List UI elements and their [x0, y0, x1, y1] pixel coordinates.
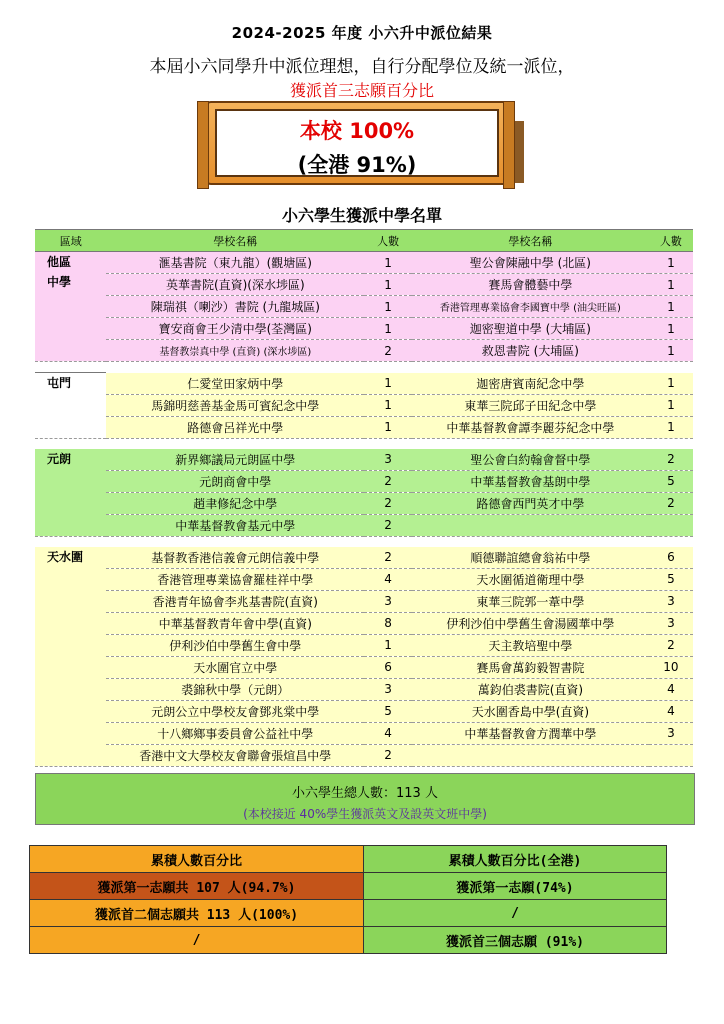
count-right: 1: [649, 394, 693, 416]
count-right: 3: [649, 590, 693, 612]
header-count-2: 人數: [649, 230, 693, 252]
table-row: [35, 416, 693, 438]
header-count-1: 人數: [364, 230, 412, 252]
header-school-1: 學校名稱: [106, 230, 364, 252]
table-header-row: [35, 230, 693, 252]
count-left: 1: [364, 274, 412, 296]
table-row: [35, 612, 693, 634]
highlight-text: 獲派首三志願百分比: [289, 81, 434, 100]
count-left: 4: [364, 722, 412, 744]
count-right: 1: [649, 373, 693, 395]
count-left: 2: [364, 744, 412, 766]
summary-school-top-two: 獲派首二個志願共 113 人(100%): [30, 900, 364, 927]
page-subtitle: 本屆小六同學升中派位理想，自行分配學位及統一派位，: [149, 57, 575, 77]
count-left: 3: [364, 449, 412, 471]
school-name-left: 香港管理專業協會羅桂祥中學: [106, 568, 364, 590]
count-right: 3: [649, 722, 693, 744]
count-left: 1: [364, 394, 412, 416]
table-row: [35, 514, 693, 536]
count-left: 2: [364, 470, 412, 492]
school-name-right: 救恩書院 (大埔區): [412, 340, 649, 362]
count-left: 1: [364, 318, 412, 340]
list-title: 小六學生獲派中學名單: [281, 206, 442, 225]
count-right: [649, 744, 693, 766]
table-row: [35, 296, 693, 318]
summary-table: [29, 845, 667, 954]
table-row: [35, 700, 693, 722]
school-name-right: 天主教培聖中學: [412, 634, 649, 656]
count-right: 1: [649, 274, 693, 296]
school-name-right: 東華三院郭一葦中學: [412, 590, 649, 612]
table-row: [35, 568, 693, 590]
school-name-right: 天水圍循道衛理中學: [412, 568, 649, 590]
count-right: 2: [649, 449, 693, 471]
count-right: 3: [649, 612, 693, 634]
count-left: 5: [364, 700, 412, 722]
school-name-right: 賽馬會萬鈞毅智書院: [412, 656, 649, 678]
allocation-table: [35, 229, 693, 767]
count-right: 1: [649, 296, 693, 318]
school-name-right: 中華基督教會譚李麗芬紀念中學: [412, 416, 649, 438]
table-row: [35, 722, 693, 744]
summary-row: [30, 927, 667, 954]
school-name-left: 新界鄉議局元朗區中學: [106, 449, 364, 471]
table-row: [35, 394, 693, 416]
district-cell: 天水圍: [35, 547, 106, 767]
school-percentage: 本校 100%: [299, 119, 415, 143]
school-name-right: 聖公會陳融中學 (北區): [412, 252, 649, 274]
district-cell: 屯門: [35, 373, 106, 439]
sign-board: [215, 109, 499, 177]
count-right: 4: [649, 700, 693, 722]
count-left: 2: [364, 492, 412, 514]
count-right: 1: [649, 340, 693, 362]
school-name-right: 萬鈞伯裘書院(直資): [412, 678, 649, 700]
summary-territory-top-three: 獲派首三個志願 (91%): [364, 927, 667, 954]
summary-row: [30, 873, 667, 900]
page-title: 2024-2025 年度 小六升中派位結果: [231, 24, 493, 42]
school-name-left: 仁愛堂田家炳中學: [106, 373, 364, 395]
school-name-right: 中華基督教會基朗中學: [412, 470, 649, 492]
table-row: [35, 656, 693, 678]
district-cell: 元朗: [35, 449, 106, 537]
school-name-left: 基督教香港信義會元朗信義中學: [106, 547, 364, 569]
count-right: [649, 514, 693, 536]
count-left: 1: [364, 373, 412, 395]
count-left: 1: [364, 252, 412, 274]
school-name-left: 香港中文大學校友會聯會張煊昌中學: [106, 744, 364, 766]
school-name-left: 路德會呂祥光中學: [106, 416, 364, 438]
count-left: 1: [364, 416, 412, 438]
count-left: 8: [364, 612, 412, 634]
sign-peg-left: [197, 101, 209, 189]
school-name-left: 滙基書院（東九龍）(觀塘區): [106, 252, 364, 274]
count-right: 1: [649, 318, 693, 340]
sign-peg-right: [503, 101, 515, 189]
territory-percentage: (全港 91%): [297, 153, 417, 177]
count-left: 6: [364, 656, 412, 678]
district-cell: 他區 中學: [35, 252, 106, 362]
school-name-right: 順德聯誼總會翁祐中學: [412, 547, 649, 569]
table-row: [35, 252, 693, 274]
count-left: 2: [364, 340, 412, 362]
school-name-left: 中華基督教青年會中學(直資): [106, 612, 364, 634]
table-row: [35, 634, 693, 656]
school-name-left: 寶安商會王少清中學(荃灣區): [106, 318, 364, 340]
table-row: [35, 590, 693, 612]
school-name-left: 中華基督教會基元中學: [106, 514, 364, 536]
header-school-2: 學校名稱: [412, 230, 649, 252]
count-right: 4: [649, 678, 693, 700]
count-left: 2: [364, 547, 412, 569]
school-name-left: 伊利沙伯中學舊生會中學: [106, 634, 364, 656]
school-name-right: [412, 514, 649, 536]
school-name-left: 裘錦秋中學（元朗）: [106, 678, 364, 700]
summary-school-first-choice: 獲派第一志願共 107 人(94.7%): [30, 873, 364, 900]
table-row: [35, 318, 693, 340]
table-row: [35, 678, 693, 700]
school-name-right: 路德會西門英才中學: [412, 492, 649, 514]
summary-territory-top-two: /: [364, 900, 667, 927]
count-right: 2: [649, 492, 693, 514]
table-row: [35, 744, 693, 766]
school-name-right: [412, 744, 649, 766]
school-name-right: 迦密唐賓南紀念中學: [412, 373, 649, 395]
school-name-right: 香港管理專業協會李國寶中學 (油尖旺區): [412, 296, 649, 318]
table-row: [35, 340, 693, 362]
group-spacer: [35, 536, 693, 547]
total-box: [35, 773, 695, 825]
summary-territory-first-choice: 獲派第一志願(74%): [364, 873, 667, 900]
school-name-left: 元朗公立中學校友會鄧兆棠中學: [106, 700, 364, 722]
school-name-left: 元朗商會中學: [106, 470, 364, 492]
table-row: [35, 373, 693, 395]
count-left: 3: [364, 590, 412, 612]
total-students: 小六學生總人數：113 人: [292, 786, 438, 801]
count-right: 5: [649, 470, 693, 492]
table-row: [35, 492, 693, 514]
school-name-left: 基督教崇真中學 (直資) (深水埗區): [106, 340, 364, 362]
school-name-left: 天水圍官立中學: [106, 656, 364, 678]
school-name-left: 馬錦明慈善基金馬可賓紀念中學: [106, 394, 364, 416]
table-row: [35, 470, 693, 492]
summary-row: [30, 900, 667, 927]
school-name-right: 迦密聖道中學 (大埔區): [412, 318, 649, 340]
school-name-right: 天水圍香島中學(直資): [412, 700, 649, 722]
group-spacer: [35, 362, 693, 373]
school-name-right: 中華基督教會方潤華中學: [412, 722, 649, 744]
count-right: 1: [649, 252, 693, 274]
english-school-note: (本校接近 40%學生獲派英文及設英文班中學): [243, 807, 487, 821]
count-left: 2: [364, 514, 412, 536]
school-name-left: 陳瑞祺（喇沙）書院 (九龍城區): [106, 296, 364, 318]
school-name-right: 伊利沙伯中學舊生會湯國華中學: [412, 612, 649, 634]
header-district: 區域: [35, 230, 106, 252]
table-row: [35, 449, 693, 471]
result-sign: [205, 101, 523, 191]
count-right: 1: [649, 416, 693, 438]
summary-school-top-three: /: [30, 927, 364, 954]
count-left: 1: [364, 296, 412, 318]
table-row: [35, 547, 693, 569]
count-left: 3: [364, 678, 412, 700]
school-name-right: 聖公會白約翰會督中學: [412, 449, 649, 471]
school-name-right: 東華三院邱子田紀念中學: [412, 394, 649, 416]
summary-row: [30, 846, 667, 873]
school-name-left: 趙聿修紀念中學: [106, 492, 364, 514]
count-right: 6: [649, 547, 693, 569]
table-row: [35, 274, 693, 296]
count-left: 4: [364, 568, 412, 590]
school-name-right: 賽馬會體藝中學: [412, 274, 649, 296]
school-name-left: 英華書院(直資)(深水埗區): [106, 274, 364, 296]
summary-school-header: 累積人數百分比: [30, 846, 364, 873]
summary-territory-header: 累積人數百分比(全港): [364, 846, 667, 873]
school-name-left: 香港青年協會李兆基書院(直資): [106, 590, 364, 612]
count-right: 2: [649, 634, 693, 656]
count-right: 5: [649, 568, 693, 590]
group-spacer: [35, 438, 693, 449]
school-name-left: 十八鄉鄉事委員會公益社中學: [106, 722, 364, 744]
count-left: 1: [364, 634, 412, 656]
count-right: 10: [649, 656, 693, 678]
